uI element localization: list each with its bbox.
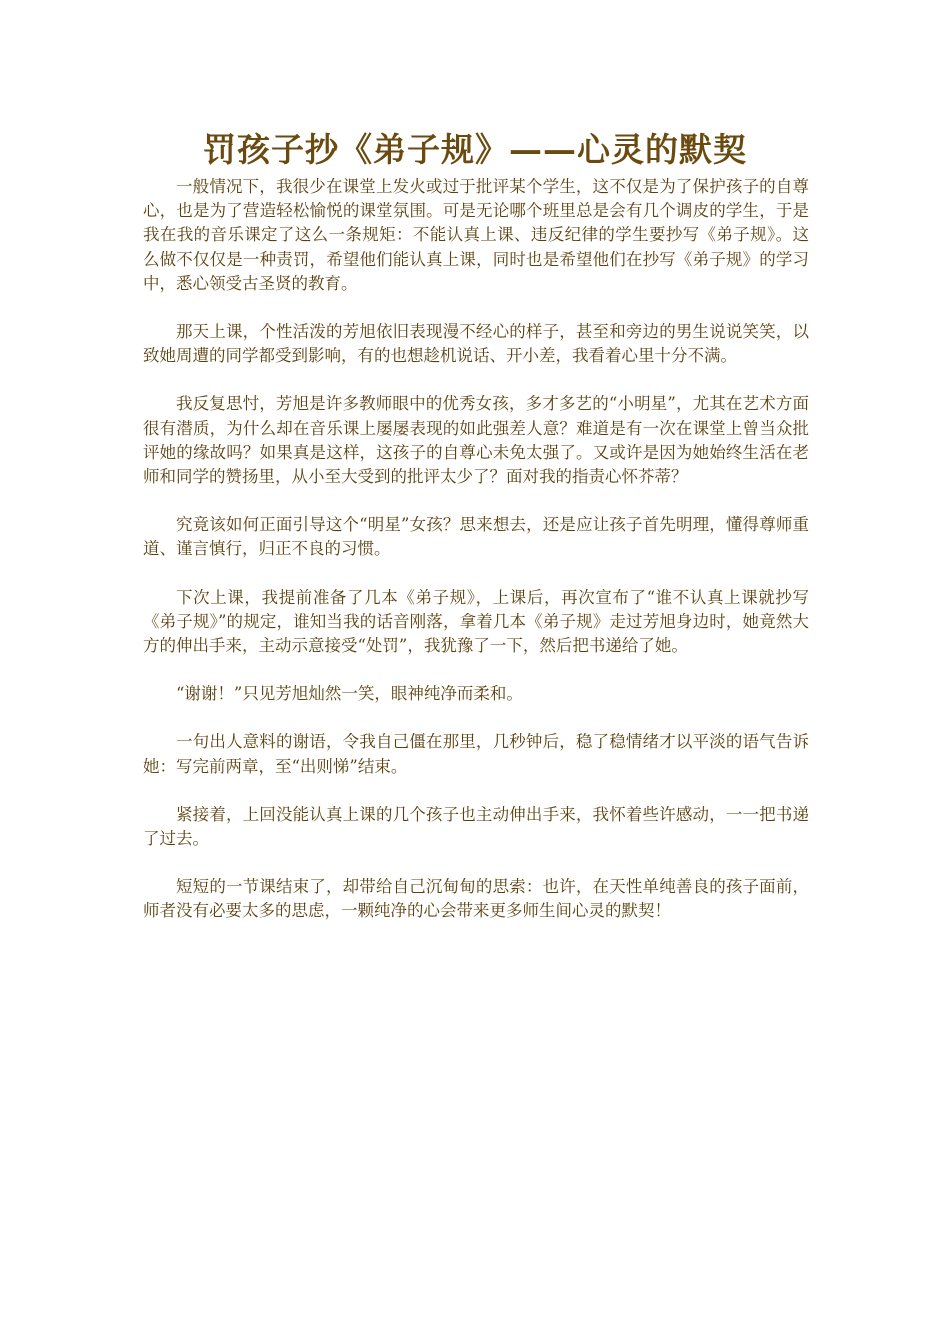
paragraph: 下次上课，我提前准备了几本《弟子规》，上课后，再次宣布了“谁不认真上课就抄写《弟子规》”的规定，谁知当我的话音刚落，拿着几本《弟子规》走过芳旭身边时，她竟然大方的伸出手来，主动示意接受“处罚”，我犹豫了一下，然后把书递给了她。: [143, 587, 809, 656]
paragraph: 短短的一节课结束了，却带给自己沉甸甸的思索：也许，在天性单纯善良的孩子面前，师者没有必要太多的思虑，一颗纯净的心会带来更多师生间心灵的默契！: [143, 877, 809, 921]
paragraph: 紧接着，上回没能认真上课的几个孩子也主动伸出手来，我怀着些许感动，一一把书递了过去。: [143, 804, 809, 849]
document-title: 罚孩子抄《弟子规》——心灵的默契: [203, 130, 747, 169]
paragraph: 一般情况下，我很少在课堂上发火或过于批评某个学生，这不仅是为了保护孩子的自尊心，也是为了营造轻松愉悦的课堂氛围。可是无论哪个班里总是会有几个调皮的学生，于是我在我的音乐课定了这么一条规矩：不能认真上课、违反纪律的学生要抄写《弟子规》。这么做不仅仅是一种责罚，希望他们能认真上课，同时也是希望他们在抄写《弟子规》的学习中，悉心领受古圣贤的教育。: [143, 177, 809, 293]
paragraph: 一句出人意料的谢语，令我自己僵在那里，几秒钟后，稳了稳情绪才以平淡的语气告诉她：写完前两章，至“出则悌”结束。: [143, 732, 809, 776]
paragraph: 究竟该如何正面引导这个“明星”女孩？思来想去，还是应让孩子首先明理，懂得尊师重道、谨言慎行，归正不良的习惯。: [143, 515, 809, 559]
document-body: [143, 175, 809, 948]
paragraph: 那天上课，个性活泼的芳旭依旧表现漫不经心的样子，甚至和旁边的男生说说笑笑，以致她周遭的同学都受到影响，有的也想趁机说话、开小差，我看着心里十分不满。: [143, 322, 809, 366]
paragraph: 我反复思忖，芳旭是许多教师眼中的优秀女孩，多才多艺的“小明星”，尤其在艺术方面很有潜质，为什么却在音乐课上屡屡表现的如此强差人意？难道是有一次在课堂上曾当众批评她的缘故吗？如果真是这样，这孩子的自尊心未免太强了。又或许是因为她始终生活在老师和同学的赞扬里，从小至大受到的批评太少了？面对我的指责心怀芥蒂？: [143, 394, 809, 487]
paragraph: “谢谢！”只见芳旭灿然一笑，眼神纯净而柔和。: [176, 684, 523, 704]
